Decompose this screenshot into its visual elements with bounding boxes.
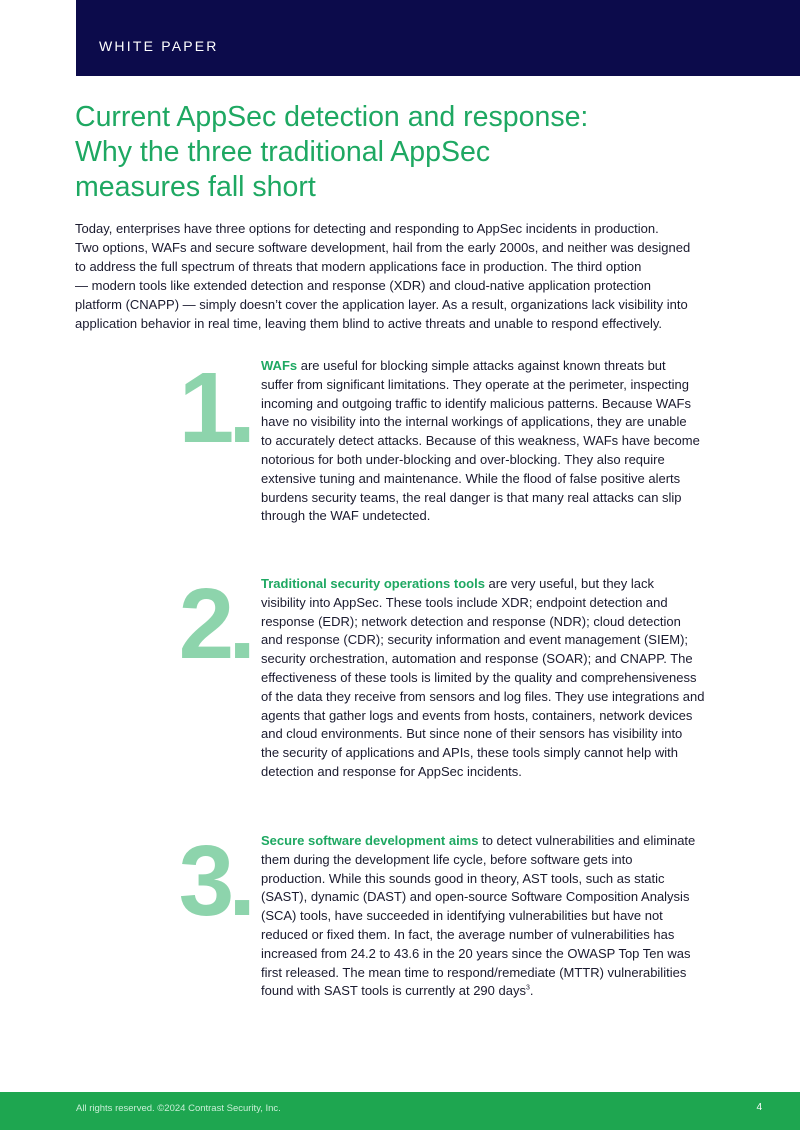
- item-line: to accurately detect attacks. Because of this weakness, WAFs have become: [261, 433, 700, 449]
- item-first-rest: to detect vulnerabilities and eliminate: [478, 833, 696, 848]
- item-last-text: found with SAST tools is currently at 290 days: [261, 983, 526, 999]
- item-first-line: [261, 357, 721, 376]
- item-numeral: 3.: [178, 825, 250, 937]
- item-line: (SAST), dynamic (DAST) and open-source Software Composition Analysis: [261, 889, 690, 905]
- item-line: response (EDR); network detection and response (NDR); cloud detection: [261, 613, 681, 629]
- item-line: through the WAF undetected.: [261, 508, 431, 524]
- item-line: effectiveness of these tools is limited by the quality and comprehensiveness: [261, 669, 697, 685]
- intro-paragraph: [75, 219, 725, 333]
- item-line: of the data they receive from sensors and log files. They use integrations and: [261, 688, 705, 704]
- item-line: have no visibility into the internal workings of applications, they are unable: [261, 414, 687, 430]
- title-line: Why the three traditional AppSec: [75, 136, 491, 168]
- item-line: security orchestration, automation and response (SOAR); and CNAPP. The: [261, 651, 693, 667]
- item-first-line: [261, 832, 721, 851]
- item-line: them during the development life cycle, before software gets into: [261, 851, 633, 867]
- item-line: agents that gather logs and events from hosts, containers, network devices: [261, 707, 693, 723]
- item-line: burdens security teams, the real danger is that many real attacks can slip: [261, 489, 682, 505]
- item-line: (SCA) tools, have succeeded in identifying vulnerabilities but have not: [261, 908, 663, 924]
- intro-line: Today, enterprises have three options for detecting and responding to AppSec incidents in production.: [75, 221, 659, 236]
- item-line: first released. The mean time to respond/remediate (MTTR) vulnerabilities: [261, 964, 687, 980]
- page-title: [75, 100, 715, 205]
- item-line: suffer from significant limitations. They operate at the perimeter, inspecting: [261, 376, 690, 392]
- intro-line: platform (CNAPP) — simply doesn’t cover the application layer. As a result, organizations lack visibility into: [75, 297, 688, 312]
- footer-band: [0, 1092, 800, 1130]
- item-line: and response (CDR); security information and event management (SIEM);: [261, 632, 689, 648]
- item-line: incoming and outgoing traffic to identify malicious patterns. Because WAFs: [261, 395, 691, 411]
- item-paragraph: [261, 357, 721, 526]
- item-lead: Secure software development aims: [261, 833, 479, 848]
- intro-line: — modern tools like extended detection and response (XDR) and cloud-native application protection: [75, 278, 651, 293]
- item-line: visibility into AppSec. These tools include XDR; endpoint detection and: [261, 594, 668, 610]
- item-line: increased from 24.2 to 43.6 in the 20 years since the OWASP Top Ten was: [261, 945, 691, 961]
- item-lead: WAFs: [261, 358, 298, 373]
- item-line: notorious for both under-blocking and over-blocking. They also require: [261, 451, 665, 467]
- title-line: Current AppSec detection and response:: [75, 101, 589, 133]
- item-line: the security of applications and APIs, these tools simply cannot help with: [261, 745, 678, 761]
- item-last-line: [261, 982, 721, 1001]
- item-first-rest: are useful for blocking simple attacks against known threats but: [297, 358, 666, 373]
- item-line: production. While this sounds good in theory, AST tools, such as static: [261, 870, 665, 886]
- item-paragraph: [261, 575, 721, 782]
- intro-line: to address the full spectrum of threats that modern applications face in production. The third option: [75, 259, 642, 274]
- item-line: extensive tuning and maintenance. While the flood of false positive alerts: [261, 470, 681, 486]
- item-numeral: 2.: [178, 568, 250, 680]
- intro-line: application behavior in real time, leaving them blind to active threats and unable to respond effectively.: [75, 316, 663, 331]
- item-numeral: 1.: [178, 352, 250, 464]
- item-line: reduced or fixed them. In fact, the average number of vulnerabilities has: [261, 926, 675, 942]
- item-first-line: [261, 575, 721, 594]
- footnote-marker: 3: [525, 985, 530, 993]
- item-line: and cloud environments. But since none of their sensors has visibility into: [261, 726, 683, 742]
- title-line: measures fall short: [75, 171, 316, 203]
- item-line: detection and response for AppSec incidents.: [261, 763, 522, 779]
- document-type-label: WHITE PAPER: [99, 38, 219, 54]
- item-lead: Traditional security operations tools: [261, 576, 485, 591]
- page-number: 4: [756, 1102, 762, 1113]
- item-last-tail: .: [529, 983, 534, 999]
- copyright-notice: All rights reserved. ©2024 Contrast Security, Inc.: [76, 1103, 281, 1114]
- header-band: [76, 0, 800, 76]
- intro-line: Two options, WAFs and secure software development, hail from the early 2000s, and neither was designed: [75, 240, 691, 255]
- item-paragraph: [261, 832, 721, 1001]
- item-first-rest: are very useful, but they lack: [484, 576, 655, 591]
